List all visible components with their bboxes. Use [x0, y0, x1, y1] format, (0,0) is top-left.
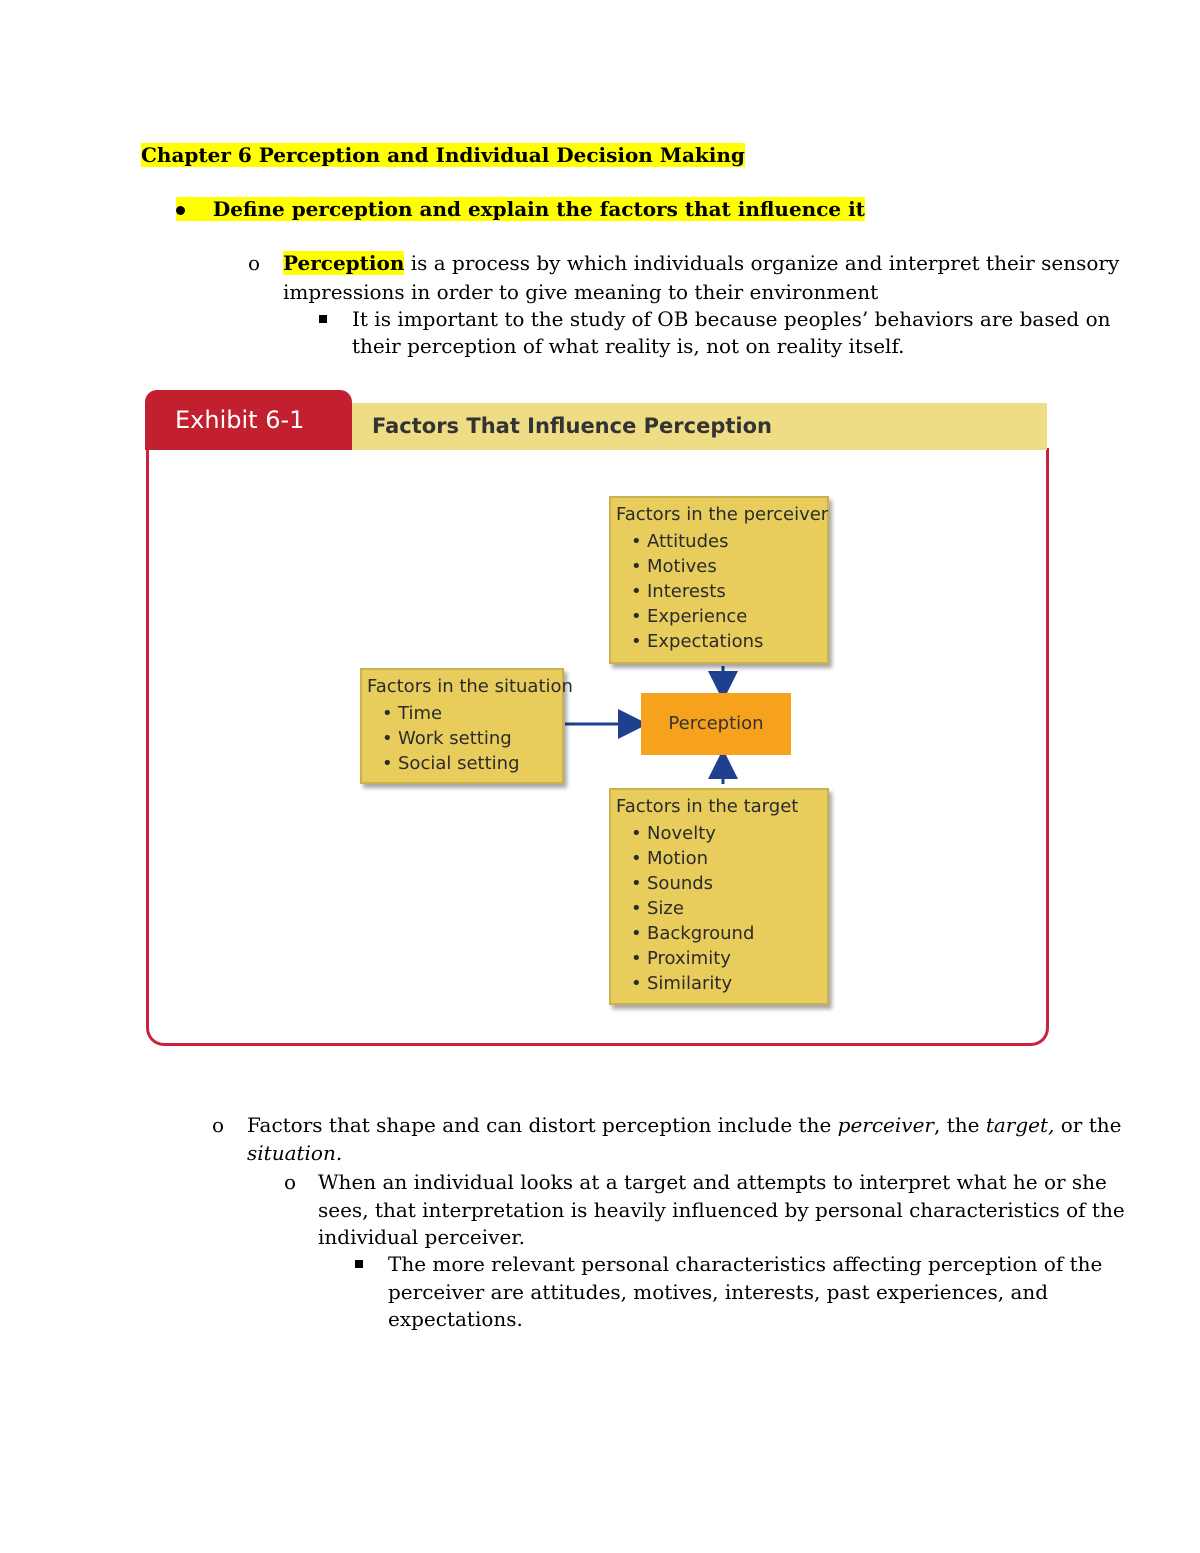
factors-text-c: or the: [1060, 1113, 1122, 1137]
perceiver-item: • Expectations: [647, 629, 763, 654]
definition-term: Perception: [283, 251, 405, 275]
bullet-dot-icon: [176, 206, 185, 215]
situation-factors-box: [360, 668, 573, 784]
target-item: • Background: [647, 921, 754, 946]
objective-text: Define perception and explain the factors that influence it: [212, 197, 865, 221]
situation-item: • Work setting: [398, 726, 520, 751]
arrows-layer: [145, 388, 1047, 1048]
situation-item: • Social setting: [398, 751, 520, 776]
chars-line-2: perceiver are attitudes, motives, interests, past experiences, and: [388, 1280, 1049, 1304]
interp-line-3: individual perceiver.: [318, 1225, 526, 1249]
target-factors-box: [609, 788, 829, 1005]
perceiver-item: • Interests: [647, 579, 763, 604]
target-item: • Motion: [647, 846, 754, 871]
ob-note-line-2: their perception of what reality is, not on reality itself.: [352, 334, 905, 358]
perceiver-item: • Attitudes: [647, 529, 763, 554]
perception-box: Perception: [641, 693, 791, 755]
chars-line-1: The more relevant personal characteristics affecting perception of the: [388, 1252, 1103, 1276]
perceiver-item: • Experience: [647, 604, 763, 629]
exhibit-tab: Exhibit 6-1: [145, 390, 352, 450]
target-item: • Novelty: [647, 821, 754, 846]
target-title: Factors in the target: [616, 796, 799, 817]
target-list: [611, 821, 754, 996]
factors-text-b: , the: [933, 1113, 980, 1137]
exhibit-figure: [145, 388, 1047, 1048]
circle-bullet-icon: o: [248, 251, 261, 275]
factors-line-1: [247, 1112, 1121, 1139]
factors-text-a: Factors that shape and can distort perception include the: [247, 1113, 832, 1137]
chapter-heading: [141, 142, 745, 169]
situation-title: Factors in the situation: [367, 676, 573, 697]
factors-perceiver: perceiver: [837, 1113, 934, 1137]
perceiver-list: [611, 529, 763, 654]
chars-line-3: expectations.: [388, 1307, 523, 1331]
factors-situation: situation.: [247, 1141, 343, 1165]
definition-line-2: impressions in order to give meaning to their environment: [283, 280, 879, 304]
perceiver-title: Factors in the perceiver: [616, 504, 829, 525]
perceiver-factors-box: [609, 496, 829, 664]
objective-line: [176, 196, 865, 223]
circle-bullet-icon: o: [212, 1113, 225, 1137]
objective-highlight: [176, 197, 865, 221]
square-bullet-icon: [319, 315, 327, 323]
target-item: • Sounds: [647, 871, 754, 896]
definition-text-1: is a process by which individuals organize and interpret their sensory: [410, 251, 1120, 275]
exhibit-title: Factors That Influence Perception: [352, 403, 1047, 450]
interp-line-2: sees, that interpretation is heavily influenced by personal characteristics of the: [318, 1198, 1125, 1222]
target-item: • Proximity: [647, 946, 754, 971]
interp-line-1: When an individual looks at a target and attempts to interpret what he or she: [318, 1170, 1107, 1194]
square-bullet-icon: [355, 1260, 363, 1268]
chapter-heading-text: Chapter 6 Perception and Individual Decision Making: [141, 143, 745, 167]
perceiver-item: • Motives: [647, 554, 763, 579]
target-item: • Similarity: [647, 971, 754, 996]
definition-line-1: [283, 250, 1119, 277]
situation-list: [362, 701, 520, 776]
target-item: • Size: [647, 896, 754, 921]
circle-bullet-icon: o: [284, 1170, 297, 1194]
ob-note-line-1: It is important to the study of OB because peoples’ behaviors are based on: [352, 307, 1111, 331]
factors-target: target,: [985, 1113, 1055, 1137]
situation-item: • Time: [398, 701, 520, 726]
factors-line-2: [247, 1140, 342, 1167]
